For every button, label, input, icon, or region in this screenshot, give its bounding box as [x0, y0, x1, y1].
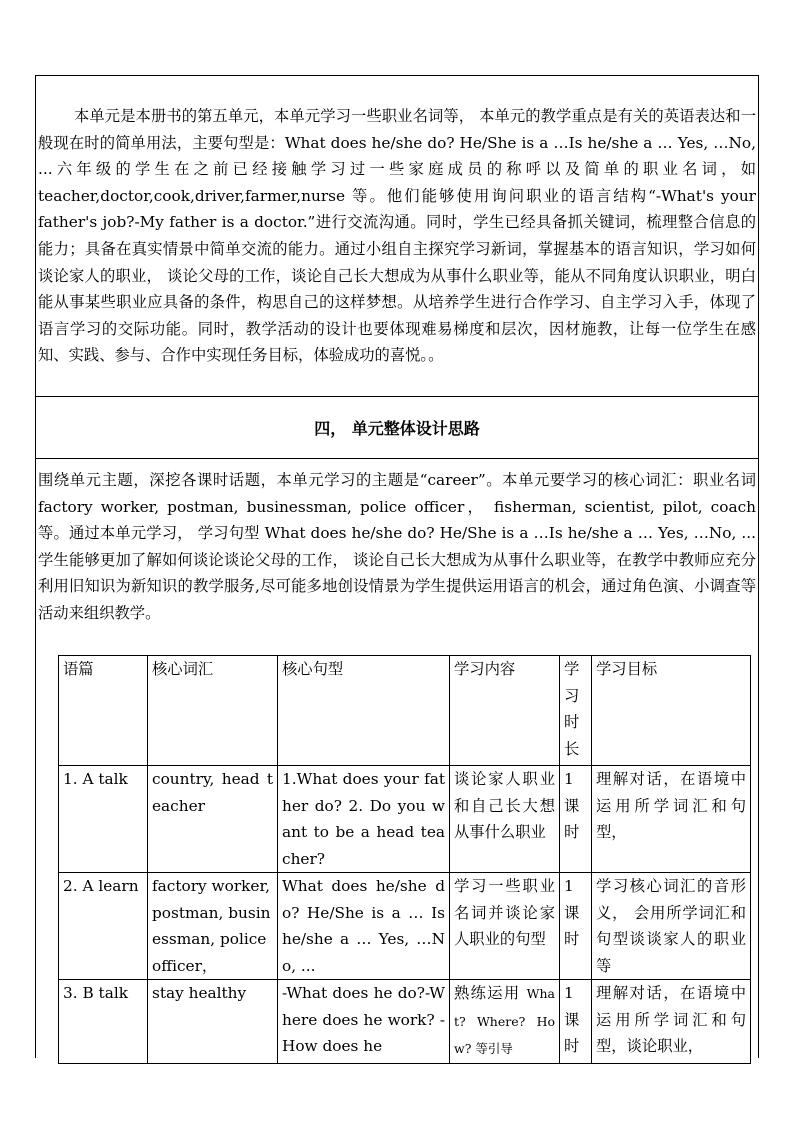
header-cell: 核心句型 — [278, 656, 450, 766]
header-cell: 学习目标 — [592, 656, 751, 766]
header-cell: 学习内容 — [450, 656, 560, 766]
duration-cell: 1课时 — [560, 980, 592, 1064]
goal-cell: 理解对话，在语境中运用所学词汇和句型， — [592, 766, 751, 873]
goal-cell: 学习核心词汇的音形义， 会用所学词汇和句型谈谈家人的职业等 — [592, 873, 751, 980]
text-cell: 3. B talk — [59, 980, 148, 1064]
lesson-plan-table — [58, 655, 751, 1064]
vocab-cell: country, head teacher — [148, 766, 278, 873]
duration-cell: 1课时 — [560, 766, 592, 873]
sentence-cell: 1.What does your father do? 2. Do you want to be a head teacher? — [278, 766, 450, 873]
sentence-cell: -What does he do?-Where does he work? -How does he — [278, 980, 450, 1064]
design-paragraph: 围绕单元主题，深挖各课时话题，本单元学习的主题是“career”。本单元要学习的核心词汇：职业名词 factory worker, postman, businessman, police officer， fisherman, scientist, pilot, coach 等。通过本单元学习， 学习句型 What does he/she do? He/She is a …Is he/she a … Yes, …No, ...学生能够更加了解如何谈论谈论父母的工作， 谈论自己长大想成为从事什么职业等，在教学中教师应充分利用旧知识为新知识的教学服务,尽可能多地创设情景为学生提供运用语言的机会，通过角色演、小调查等活动来组织教学。 — [38, 471, 756, 622]
vocab-cell: factory worker, postman, businessman, police officer， — [148, 873, 278, 980]
vocab-cell: stay healthy — [148, 980, 278, 1064]
header-cell: 核心词汇 — [148, 656, 278, 766]
content-cell: 学习一些职业名词并谈论家人职业的句型 — [450, 873, 560, 980]
section-title-row — [36, 397, 758, 459]
content-main-text: 熟练运用 — [454, 984, 521, 1002]
text-cell: 2. A learn — [59, 873, 148, 980]
content-cell — [450, 980, 560, 1064]
header-cell: 学习时长 — [560, 656, 592, 766]
duration-cell: 1课时 — [560, 873, 592, 980]
table-row — [59, 766, 751, 873]
table-row — [59, 873, 751, 980]
sentence-cell: What does he/she do? He/She is a … Is he/she a … Yes, …No, ... — [278, 873, 450, 980]
table-header-row — [59, 656, 751, 766]
unit-analysis-paragraph: 本单元是本册书的第五单元，本单元学习一些职业名词等， 本单元的教学重点是有关的英语表达和一般现在时的简单用法，主要句型是：What does he/she do? He/She is a …Is he/she a … Yes, …No, ...六年级的学生在之前已经接触学习过一些家庭成员的称呼以及简单的职业名词，如 teacher,doctor,cook,driver,farmer,nurse 等。他们能够使用询问职业的语言结构“-What's your father's job?-My father is a doctor.”进行交流沟通。同时，学生已经具备抓关键词，梳理整合信息的能力；具备在真实情景中简单交流的能力。通过小组自主探究学习新词，掌握基本的语言知识，学习如何谈论家人的职业， 谈论父母的工作，谈论自己长大想成为从事什么职业等，能从不同角度认识职业，明白能从事某些职业应具备的条件，构思自己的这样梦想。从培养学生进行合作学习、自主学习入手，体现了语言学习的交际功能。同时，教学活动的设计也要体现难易梯度和层次，因材施教，让每一位学生在感知、实践、参与、合作中实现任务目标，体验成功的喜悦。。 — [38, 107, 756, 365]
content-small-text: What? Where? How? 等引导 — [454, 986, 555, 1056]
table-row — [59, 980, 751, 1064]
section-title: 四， 单元整体设计思路 — [314, 419, 480, 438]
goal-cell: 理解对话，在语境中运用所学词汇和句型，谈论职业， — [592, 980, 751, 1064]
unit-analysis-section — [36, 76, 758, 397]
content-cell: 谈论家人职业和自己长大想从事什么职业 — [450, 766, 560, 873]
header-cell: 语篇 — [59, 656, 148, 766]
text-cell: 1. A talk — [59, 766, 148, 873]
